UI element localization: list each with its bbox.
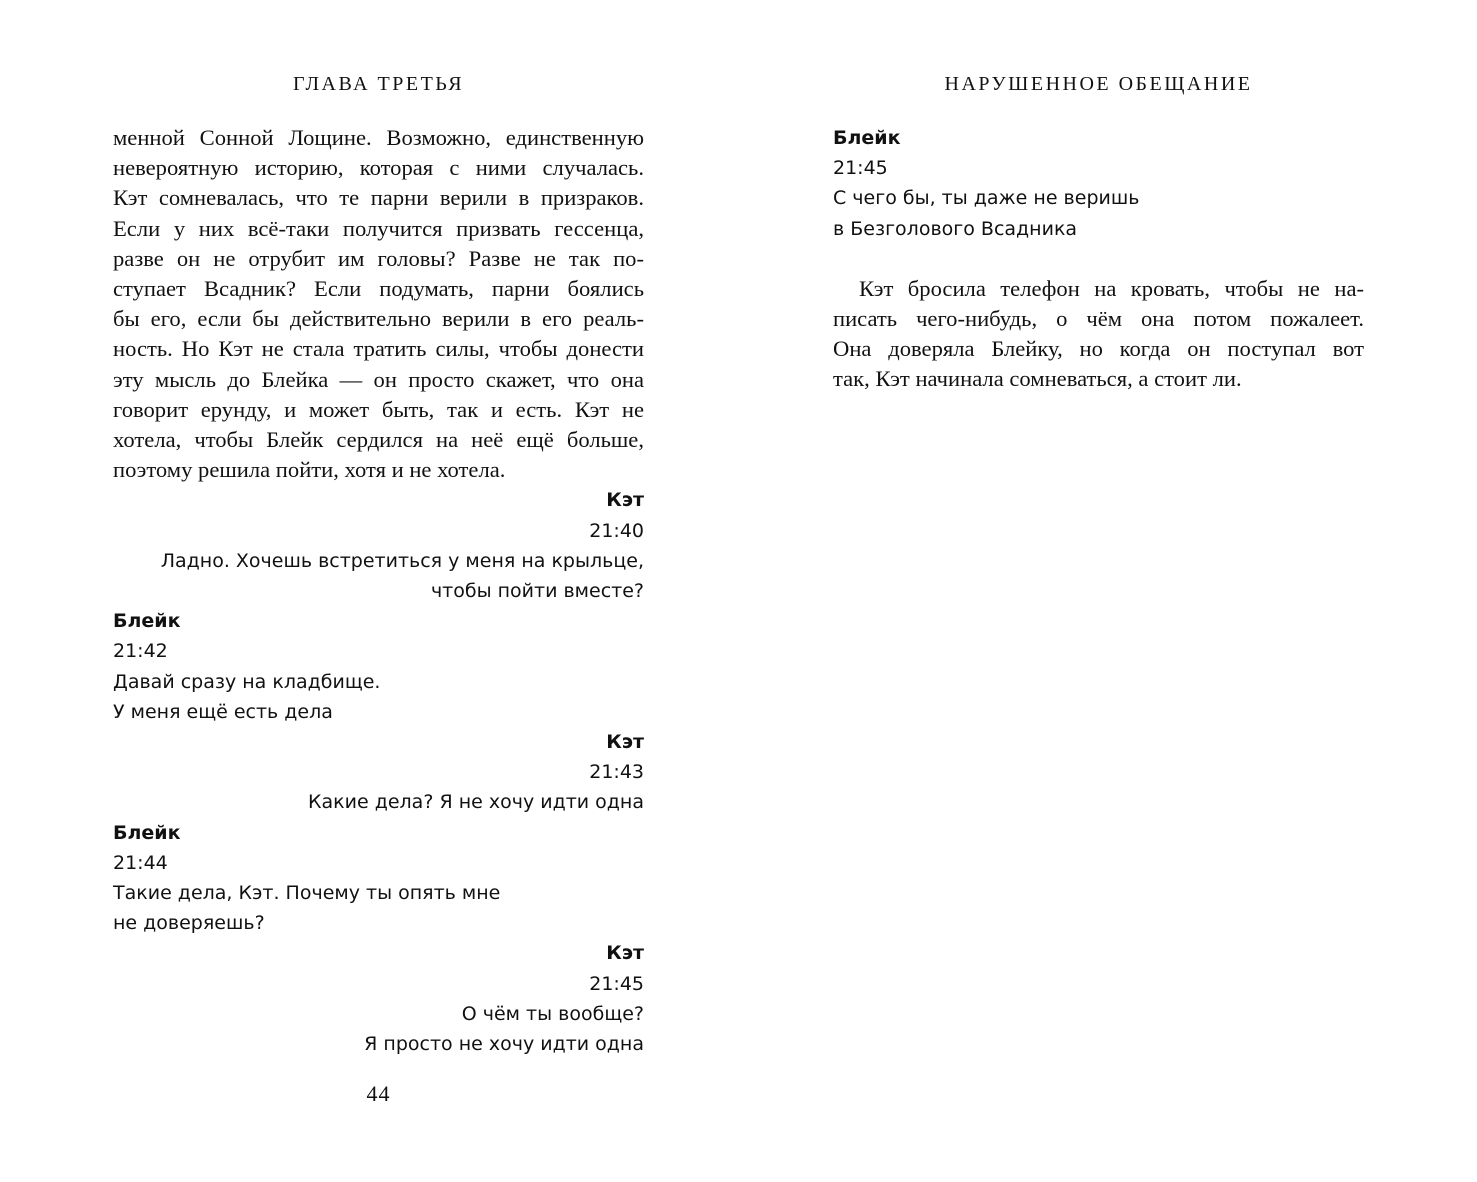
left-page-body xyxy=(113,123,644,1059)
message-line: не доверяешь? xyxy=(113,912,265,935)
message-line: Ладно. Хочешь встретиться у меня на крыльце, xyxy=(160,549,644,572)
paragraph-line: невероятную историю, которая с ними случалась. xyxy=(113,155,644,181)
message-kat-2140 xyxy=(113,485,644,606)
message-line: Я просто не хочу идти одна xyxy=(364,1033,644,1056)
paragraph-line: так, Кэт начинала сомневаться, а стоит ли. xyxy=(833,366,1242,392)
paragraph-line: разве он не отрубит им головы? Разве не так по- xyxy=(113,245,644,271)
paragraph-line: эту мысль до Блейка — он просто скажет, что она xyxy=(113,366,644,392)
paragraph-line: Кэт бросила телефон на кровать, чтобы не на- xyxy=(859,275,1364,301)
message-kat-2145 xyxy=(113,938,644,1059)
paragraph-spacer xyxy=(833,244,1364,274)
paragraph xyxy=(833,274,1364,395)
message-sender: Блейк xyxy=(833,127,901,149)
page-number: 44 xyxy=(366,1081,391,1106)
paragraph-line: Если у них всё-таки получится призвать гессенца, xyxy=(113,215,644,241)
right-page-body xyxy=(833,123,1364,395)
paragraph-line: писать чего-нибудь, о чём она потом пожалеет. xyxy=(833,306,1364,332)
message-line: Давай сразу на кладбище. xyxy=(113,670,381,693)
message-sender: Кэт xyxy=(606,942,644,965)
running-head-right: НАРУШЕННОЕ ОБЕЩАНИЕ xyxy=(944,73,1253,95)
message-line: Такие дела, Кэт. Почему ты опять мне xyxy=(113,882,501,905)
message-sender: Кэт xyxy=(606,489,644,512)
message-time: 21:45 xyxy=(833,157,888,180)
message-blake-2142 xyxy=(113,606,644,727)
message-blake-2144 xyxy=(113,818,644,939)
paragraph-line: говорит ерунду, и может быть, так и есть. Кэт не xyxy=(113,396,644,422)
message-line: чтобы пойти вместе? xyxy=(430,580,644,603)
paragraph-line: менной Сонной Лощине. Возможно, единственную xyxy=(113,125,644,150)
paragraph xyxy=(113,123,644,485)
message-time: 21:40 xyxy=(589,519,644,542)
message-time: 21:43 xyxy=(589,761,644,784)
paragraph-line: ность. Но Кэт не стала тратить силы, чтобы донести xyxy=(113,336,644,362)
message-time: 21:44 xyxy=(113,851,168,874)
message-kat-2143 xyxy=(113,727,644,818)
message-sender: Блейк xyxy=(113,821,181,844)
message-sender: Блейк xyxy=(113,610,181,633)
paragraph-line: поэтому решила пойти, хотя и не хотела. xyxy=(113,457,506,483)
paragraph-line: хотела, чтобы Блейк сердился на неё ещё больше, xyxy=(113,427,644,453)
message-line: О чём ты вообще? xyxy=(461,1002,644,1025)
message-line: С чего бы, ты даже не веришь xyxy=(833,187,1140,210)
message-line: в Безголового Всадника xyxy=(833,217,1078,240)
paragraph-line: ступает Всадник? Если подумать, парни боялись xyxy=(113,276,644,302)
paragraph-line: Она доверяла Блейку, но когда он поступал вот xyxy=(833,336,1364,362)
message-time: 21:42 xyxy=(113,640,168,663)
message-time: 21:45 xyxy=(589,972,644,995)
message-blake-2145 xyxy=(833,123,1364,244)
paragraph-line: Кэт сомневалась, что те парни верили в призраков. xyxy=(113,185,644,211)
paragraph-line: бы его, если бы действительно верили в его реаль- xyxy=(113,306,644,332)
message-line: Какие дела? Я не хочу идти одна xyxy=(308,791,644,814)
message-line: У меня ещё есть дела xyxy=(113,700,333,723)
running-head-left: ГЛАВА ТРЕТЬЯ xyxy=(292,73,465,95)
message-sender: Кэт xyxy=(606,731,644,754)
